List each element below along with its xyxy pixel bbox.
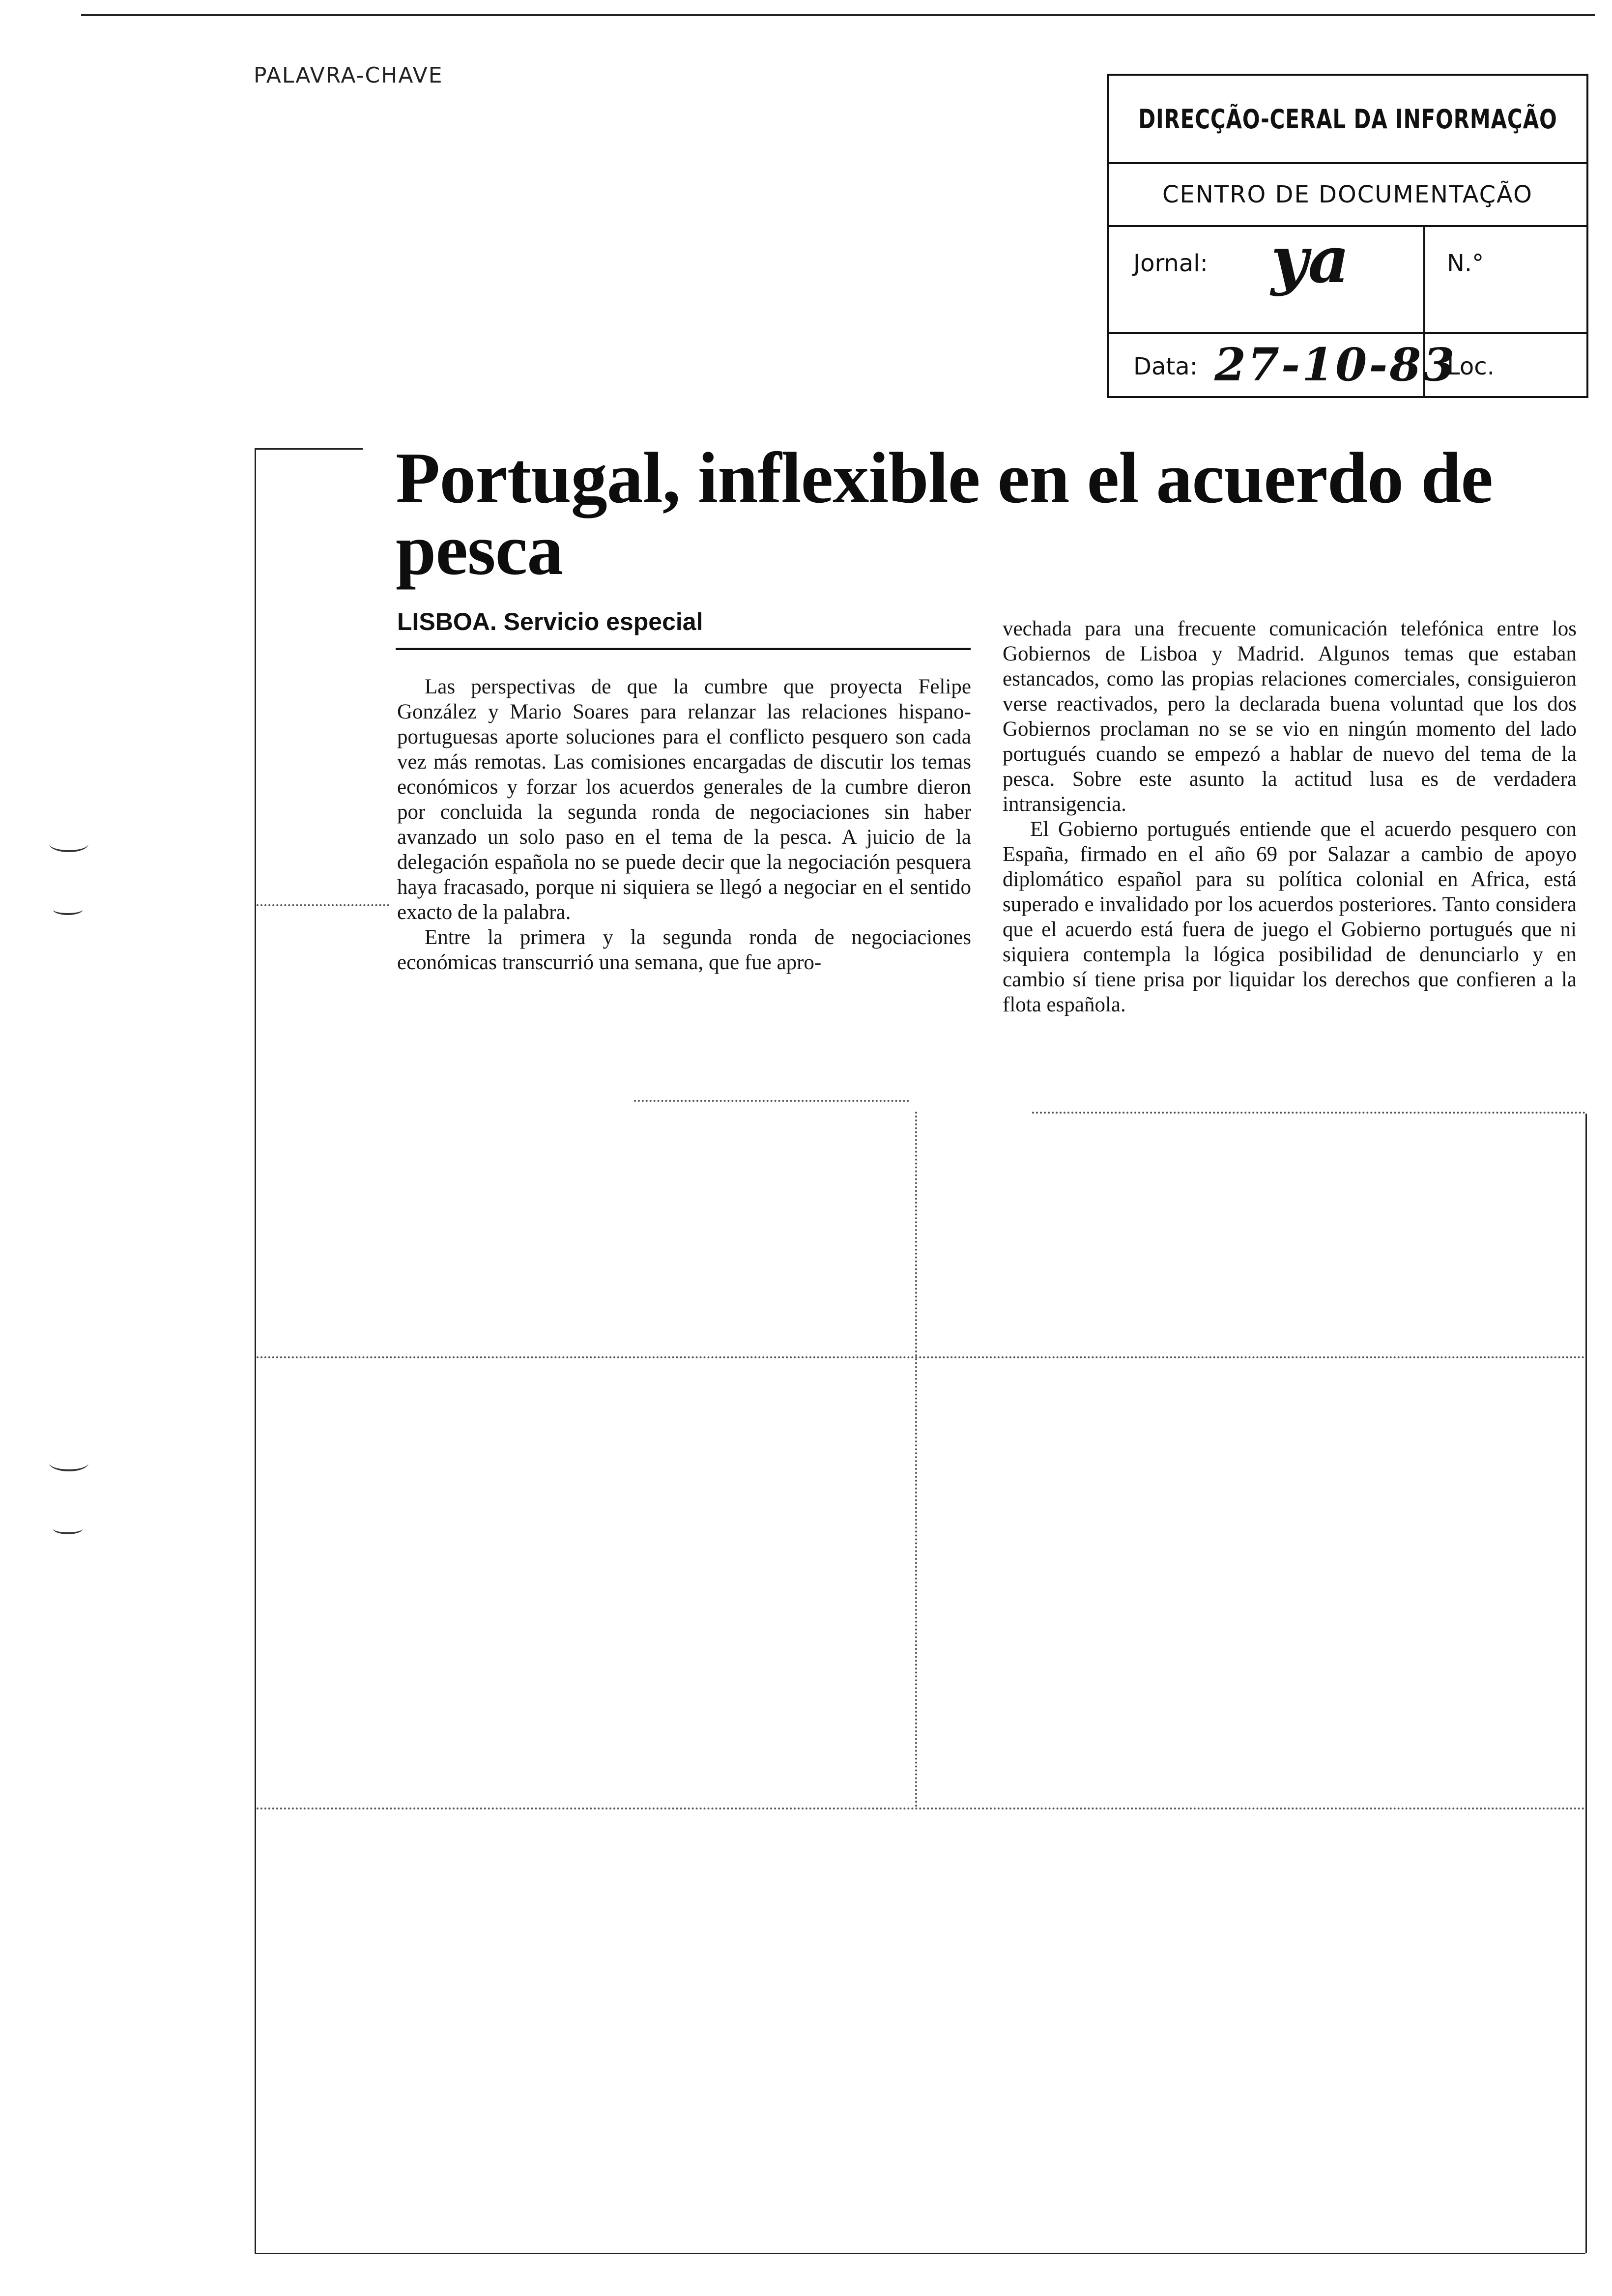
margin-scan-mark-1	[49, 835, 88, 852]
palavra-chave-label: PALAVRA-CHAVE	[254, 63, 443, 88]
col2-paragraph-1: vechada para una frecuente comunicación telefónica entre los Gobiernos de Lisboa y Madrid. Algunos temas que estaban estancados, como las propias relaciones comerciales, consiguieron verse reactivados, pero la declarada buena voluntad que los dos Gobiernos proclaman no se se vio en ningún momento del lado portugués cuando se empezó a hablar de nuevo del tema de la pesca. Sobre este asunto la actitud lusa es de verdadera intransigencia.	[1003, 617, 1577, 816]
clipping-cut-line-lower	[257, 1808, 1585, 1809]
stamp-title: DIRECÇÃO-CERAL DA INFORMAÇÃO	[1138, 103, 1557, 135]
data-label: Data:	[1133, 353, 1198, 380]
clipping-cut-line-left	[257, 904, 389, 906]
top-border-rule	[81, 14, 1595, 16]
article-headline: Portugal, inflexible en el acuerdo de pesca	[396, 438, 1493, 590]
article-dateline: LISBOA. Servicio especial	[397, 608, 703, 635]
frame-bottom-rule	[255, 2253, 1585, 2254]
clipping-cut-line-vertical	[915, 1112, 917, 1808]
stamp-subtitle: CENTRO DE DOCUMENTAÇÃO	[1162, 181, 1533, 208]
frame-right-rule	[1585, 1114, 1587, 2253]
jornal-label: Jornal:	[1133, 250, 1208, 277]
jornal-handwritten-value: ya	[1271, 222, 1350, 297]
article-column-1	[397, 674, 971, 975]
clipping-cut-line-top	[1032, 1112, 1585, 1114]
stamp-column-divider	[1423, 227, 1425, 398]
dateline-rule	[396, 648, 971, 650]
article-column-2	[1003, 616, 1577, 1017]
margin-scan-mark-2	[53, 904, 83, 915]
archive-stamp	[1107, 74, 1588, 398]
clipping-cut-line-middle	[257, 1356, 1585, 1358]
margin-scan-mark-3	[49, 1455, 88, 1471]
numero-label: N.°	[1447, 250, 1484, 277]
data-handwritten-value: 27-10-83	[1214, 338, 1457, 391]
col1-paragraph-2: Entre la primera y la segunda ronda de negociaciones económicas transcurrió una semana, que fue apro-	[397, 926, 971, 974]
margin-scan-mark-4	[53, 1523, 83, 1534]
stamp-subtitle-row	[1109, 164, 1586, 227]
stamp-data-row	[1109, 334, 1586, 398]
clipping-cut-line-short	[634, 1100, 909, 1102]
col2-paragraph-2: El Gobierno portugués entiende que el acuerdo pesquero con España, firmado en el año 69 por Salazar a cambio de apoyo diplomático español para su política colonial en Africa, está superado e invalidado por los acuerdos posteriores. Tanto considera que el acuerdo está fuera de juego el Gobierno portugués que ni siquiera contempla la lógica posibilidad de denunciarlo y en cambio sí tiene prisa por liquidar los derechos que confieren a la flota española.	[1003, 818, 1577, 1016]
col1-paragraph-1: Las perspectivas de que la cumbre que proyecta Felipe González y Mario Soares para relanzar las relaciones hispano-portuguesas aporte soluciones para el conflicto pesquero son cada vez más remotas. Las comisiones encargadas de discutir los temas económicos y forzar los acuerdos generales de la cumbre dieron por concluida la segunda ronda de negociaciones sin haber avanzado un solo paso en el tema de la pesca. A juicio de la delegación española no se puede decir que la negociación pesquera haya fracasado, porque ni siquiera se llegó a negociar en el sentido exacto de la palabra.	[397, 675, 971, 924]
frame-left-rule	[255, 448, 256, 2253]
stamp-jornal-row	[1109, 222, 1586, 334]
frame-top-rule	[255, 448, 363, 450]
stamp-title-row	[1109, 76, 1586, 164]
loc-label: Loc.	[1447, 353, 1495, 380]
